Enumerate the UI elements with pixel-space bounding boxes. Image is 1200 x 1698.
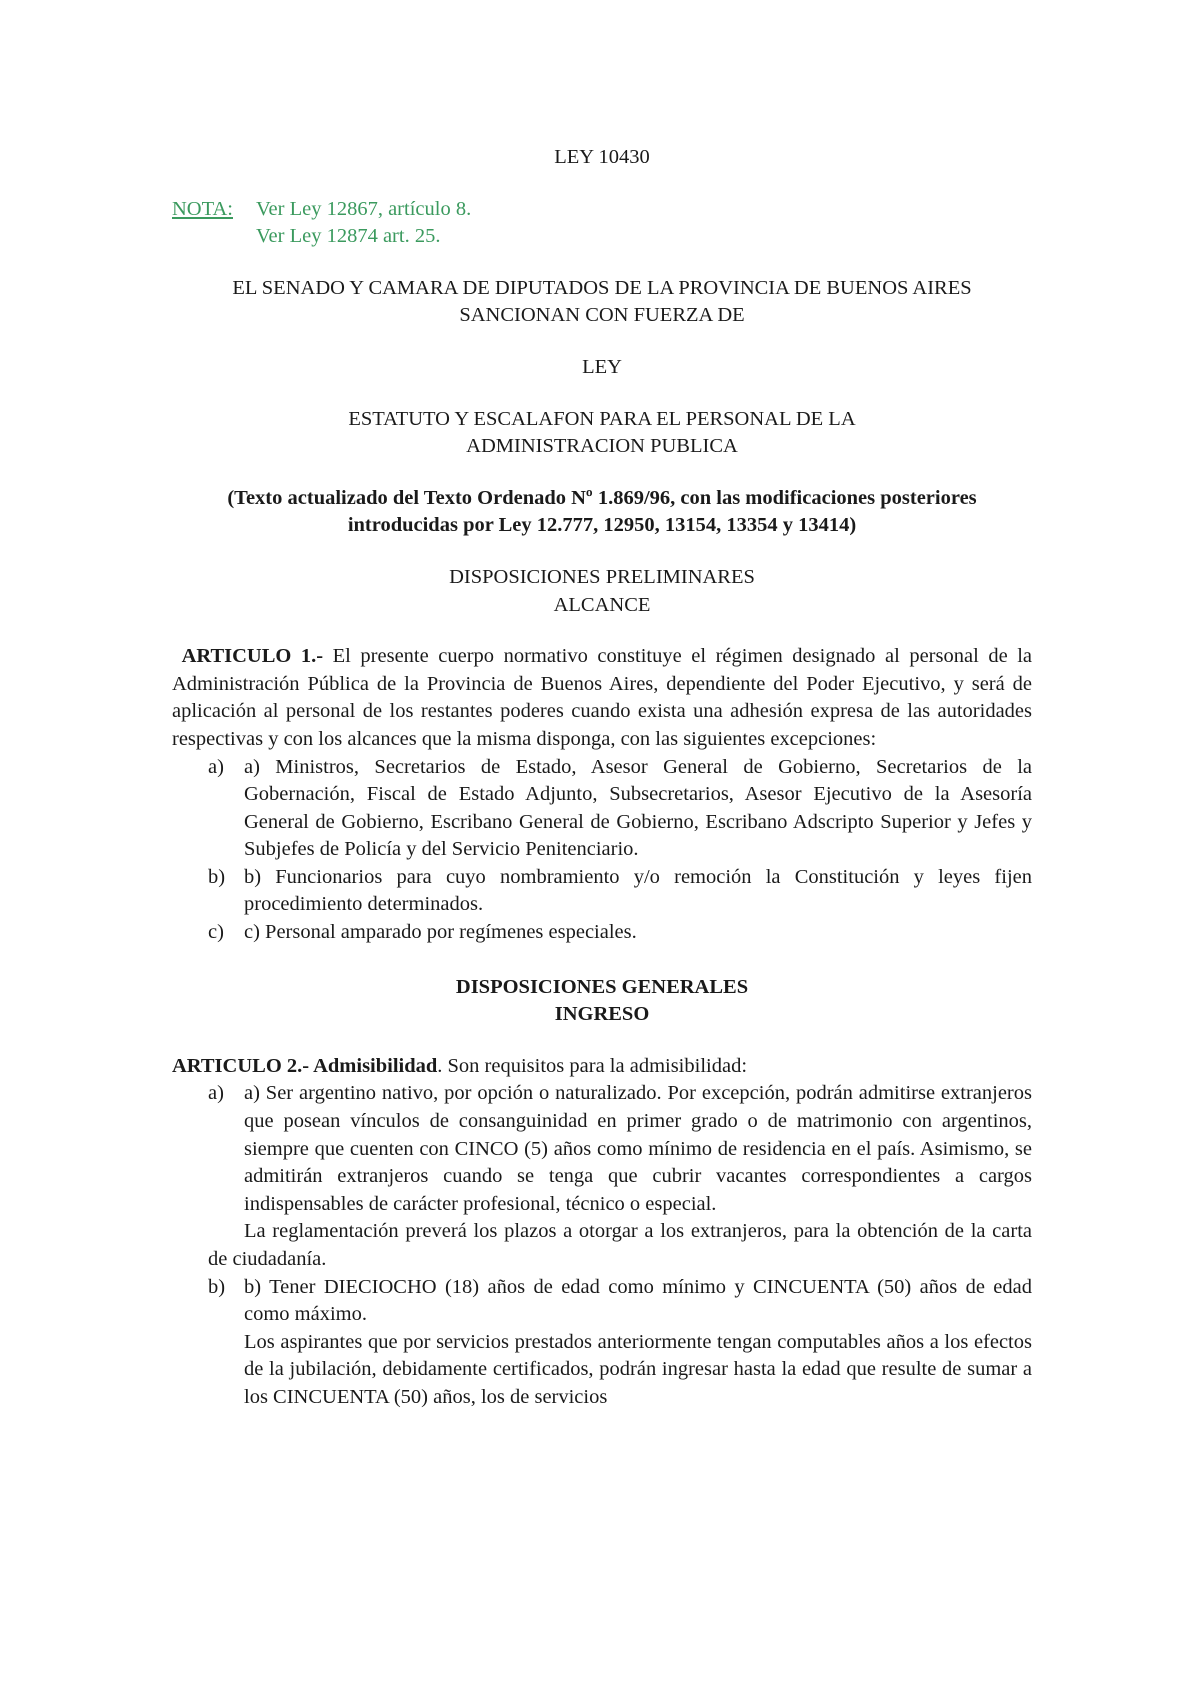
list-item-text: a) Ser argentino nativo, por opción o naturalizado. Por excepción, podrán admitirse extranjeros que posean vínculos de consanguinidad en primer grado o de matrimonio con argentinos, siempre que cuenten con CINCO (5) años como mínimo de residencia en el país. Asimismo, se admitirán extranjeros cuando se tenga que cubrir vacantes correspondientes a cargos indispensables de carácter profesional, técnico o especial. [244,1082,1032,1215]
list-item-text: b) Tener DIECIOCHO (18) años de edad como mínimo y CINCUENTA (50) años de edad como máximo. [244,1275,1032,1326]
updated-text-note: (Texto actualizado del Texto Ordenado Nº 1.869/96, con las modificaciones posteriores introducidas por Ley 12.777, 12950, 13154, 13354 y 13414) [227,486,977,537]
article-1 [172,643,1032,753]
note-block [172,196,1032,251]
list-item-text: c) Personal amparado por regímenes especiales. [244,921,637,944]
article-1-heading: ARTICULO 1.- [181,645,324,668]
list-item-extra: Los aspirantes que por servicios prestados anteriormente tengan computables años a los efectos de la jubilación, debidamente certificados, podrán ingresar hasta la edad que resulte de sumar a los CINCUENTA (50) años, los de servicios [244,1330,1032,1408]
enactment-formula: EL SENADO Y CAMARA DE DIPUTADOS DE LA PROVINCIA DE BUENOS AIRES SANCIONAN CON FUERZA DE [232,276,972,327]
list-item-text: a) Ministros, Secretarios de Estado, Asesor General de Gobierno, Secretarios de la Gobernación, Fiscal de Estado Adjunto, Subsecretarios, Asesor Ejecutivo de la Asesoría General de Gobierno, Escribano General de Gobierno, Escribano Adscripto Superior y Jefes y Subjefes de Policía y del Servicio Penitenciario. [244,755,1032,861]
article-1-body: El presente cuerpo normativo constituye el régimen designado al personal de la Administración Pública de la Provincia de Buenos Aires, dependiente del Poder Ejecutivo, y será de aplicación al personal de los restantes poderes cuando exista una adhesión expresa de las autoridades respectivas y con los alcances que la misma disponga, con las siguientes excepciones: [172,645,1033,750]
list-item-text: b) Funcionarios para cuyo nombramiento y/o remoción la Constitución y leyes fijen procedimiento determinados. [244,865,1032,916]
ley-heading: LEY [582,355,622,378]
article-2 [172,1053,1032,1081]
list-marker: a) [208,755,224,778]
list-marker: b) [208,1275,226,1298]
list-marker: c) [208,921,224,944]
list-item [172,754,1032,864]
section-title-generales: DISPOSICIONES GENERALES [455,975,749,998]
article-2-requirements [172,1080,1032,1411]
law-title: LEY 10430 [554,146,650,168]
list-marker: b) [208,865,226,888]
section-title-preliminares: DISPOSICIONES PRELIMINARES [449,565,755,588]
list-item [172,1274,1032,1329]
note-line-2: Ver Ley 12874 art. 25. [256,225,441,248]
list-item [172,864,1032,919]
article-2-body: . Son requisitos para la admisibilidad: [437,1054,748,1077]
list-item [172,919,1032,947]
article-2-heading: ARTICULO 2.- Admisibilidad [172,1054,438,1077]
article-1-exceptions [172,754,1032,947]
list-marker: a) [208,1082,224,1105]
list-item-extra: La reglamentación preverá los plazos a otorgar a los extranjeros, para la obtención de la carta de ciudadanía. [208,1220,1032,1270]
note-label: NOTA: [172,197,233,220]
note-line-1: Ver Ley 12867, artículo 8. [256,197,472,220]
section-subtitle-ingreso: INGRESO [554,1003,650,1026]
section-subtitle-alcance: ALCANCE [553,593,651,616]
list-item [172,1080,1032,1218]
statute-title: ESTATUTO Y ESCALAFON PARA EL PERSONAL DE LA ADMINISTRACION PUBLICA [348,407,856,458]
